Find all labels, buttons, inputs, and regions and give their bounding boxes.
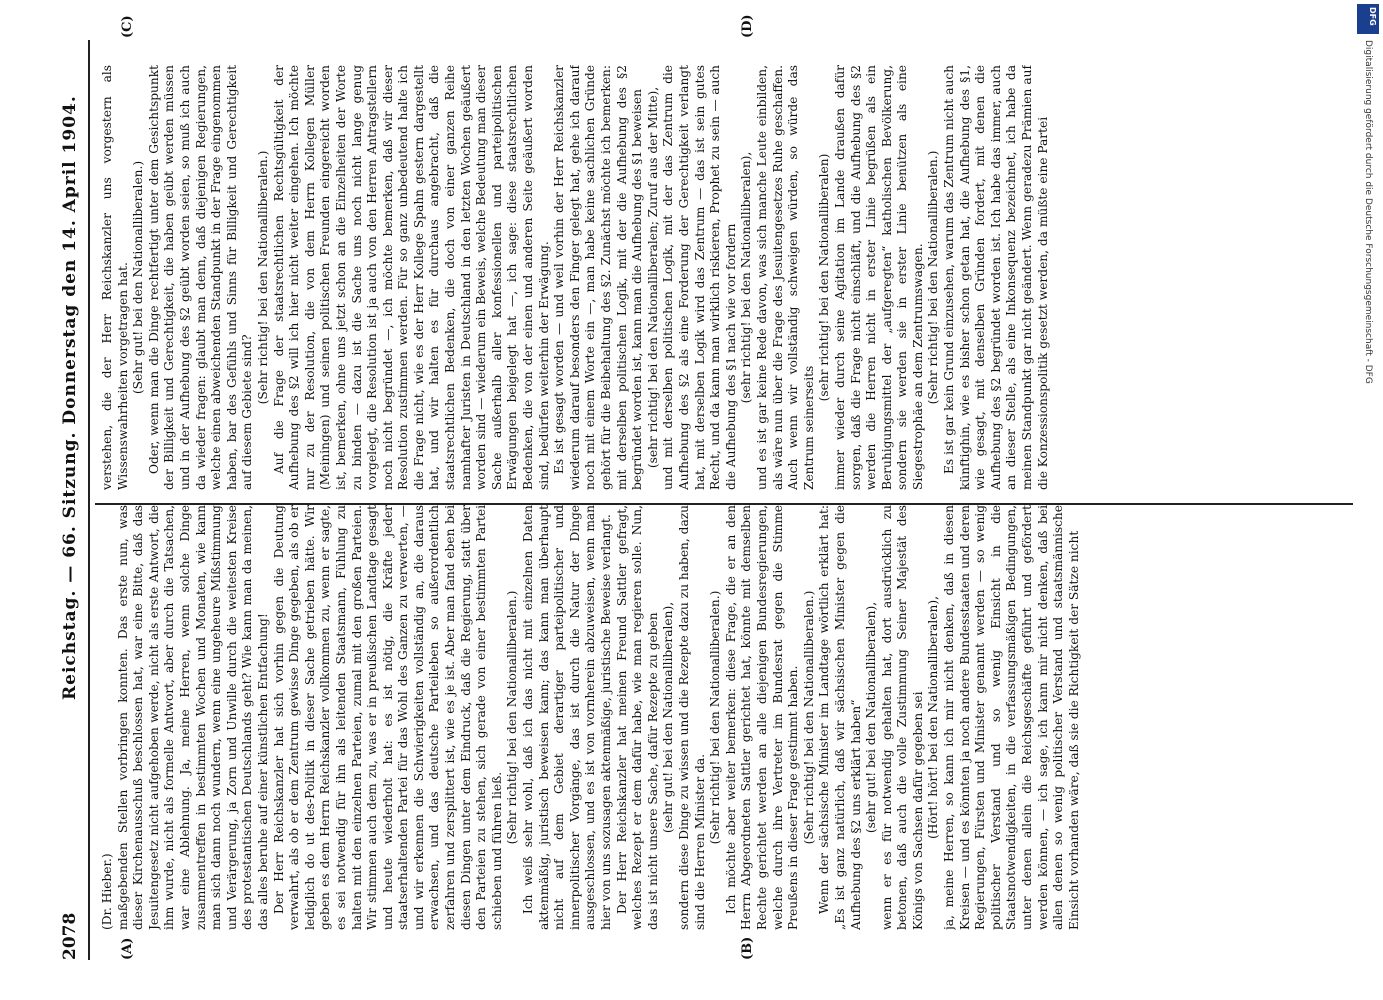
paragraph: Es ist gar kein Grund einzusehen, warum das Zentrum nicht auch künftighin, wie es bisher schon getan hat, die Aufhebung des §1, wie gesagt, mit denselben Gründen fordert, mit denen die Aufhebung des §2 begründet worden ist. Ich habe das immer, auch an dieser Stelle, als eine Inkonsequenz bezeichnet, ich habe da meinen Standpunkt gar nicht geändert. Wenn geradezu Prämien auf die Konzessionspolitik gesetzt werden, da müßte eine Partei <box>942 65 1050 490</box>
digitization-note-text: Digitalisierung gefördert durch die Deutsche Forschungsgemeinschaft - DFG <box>1363 40 1373 384</box>
page-number: 2078 <box>60 912 80 960</box>
speaker-note: (Dr. Hieber.) <box>100 853 114 930</box>
paragraph: sondern diese Dinge zu wissen und die Rezepte dazu zu haben, dazu sind die Herren Minister da. <box>676 505 707 930</box>
margin-mark-c: (C) <box>120 15 135 38</box>
dfg-logo-text: DFG <box>1368 7 1377 26</box>
header-rule <box>88 40 90 960</box>
interjection: (Sehr richtig! bei den Nationalliberalen.) <box>926 150 941 405</box>
interjection: (sehr gut! bei den Nationalliberalen), <box>864 601 879 834</box>
paragraph: immer wieder durch seine Agitation im Lande draußen dafür sorgen, daß die Frage nicht einschläft, und die Aufhebung des §2 werden die Herren nicht in erster Linie begrüßen als ein Beruhigungsmittel der „aufgeregten“ katholischen Bevölkerung, sondern sie werden sie in erster Linie benützen als eine Siegestrophäe an dem Zentrumswagen. <box>832 65 925 490</box>
interjection: (sehr richtig! bei den Nationalliberalen), <box>739 151 754 404</box>
interjection: (sehr richtig! bei den Nationalliberalen; Zuruf aus der Mitte), <box>645 86 660 469</box>
paragraph: Auf die Frage der staatsrechtlichen Rechtsgültigkeit der Aufhebung des §2 will ich hier nicht weiter eingehen. Ich möchte nur zu der Resolution, die von dem Herrn Kollegen Müller (Meiningen) und seinen politischen Freunden eingereicht worden ist, bemerken, ohne uns jetzt schon an die Einzelheiten der Worte zu binden — dazu ist die Sache uns noch nicht lange genug vorgelegt, die Resolution ist ja auch von den Herren Antragstellern noch nicht begründet —, ich möchte bemerken, daß wir dieser Resolution zustimmen werden. Für so ganz unbedeutend halte ich die Frage nicht, wie es der Herr Kollege Spahn gestern dargestellt hat, und wir halten es für durchaus angebracht, daß die staatsrechtlichen Bedenken, die doch von einer ganzen Reihe namhafter Juristen in Deutschland in den letzten Wochen geäußert worden sind — wiederum ein Beweis, welche Bedeutung man dieser Sache außerhalb aller konfessionellen und parteipolitischen Erwägungen beigelegt hat —, ich sage: diese staatsrechtlichen Bedenken, die von der einen und anderen Seite geäußert worden sind, bedürfen weiterhin der Erwägung. <box>271 65 551 490</box>
right-column <box>100 65 1350 490</box>
paragraph: Es ist gesagt worden — und weil vorhin der Herr Reichskanzler wiederum darauf besonders den Finger gelegt hat, gehe ich darauf noch mit einem Worte ein —, man habe keine sachlichen Gründe gehört für die Beibehaltung des §2. Zunächst möchte ich bemerken: mit derselben politischen Logik, mit der die Aufhebung des §2 begründet worden ist, kann man die Aufhebung des §1 beweisen <box>552 65 645 490</box>
paragraph: Wenn der sächsische Minister im Landtage wörtlich erklärt hat: „Es ist ganz natürlich, daß wir sächsischen Minister gegen die Aufhebung des §2 uns erklärt haben“ <box>817 505 863 930</box>
paragraph: Der Herr Reichskanzler hat meinen Freund Sattler gefragt, welches Rezept er dem dafür habe, wie man regieren solle. Nun, das ist nicht unsere Sache, dafür Rezepte zu geben <box>614 505 660 930</box>
paragraph: ja, meine Herren, so kann ich mir nicht denken, daß in diesen Kreisen — und es könnten ja noch andere Bundesstaaten und deren Regierungen, Fürsten und Minister genannt werden — so wenig politischer Verstand und so wenig Einsicht in die Staatsnotwendigkeiten, in die verfassungsmäßigen Bedingungen, unter denen allein die Reichsgeschäfte geführt und gefördert werden können, — ich sage, ich kann mir nicht denken, daß bei allen denen so wenig politischer Verstand und staatsmännische Einsicht vorhanden wäre, daß sie die Richtigkeit der Sätze nicht <box>942 505 1081 930</box>
interjection: (Sehr richtig! bei den Nationalliberalen.) <box>505 590 520 845</box>
left-column <box>100 505 1350 930</box>
paragraph: und es ist gar keine Rede davon, was sich manche Leute einbilden, als wäre nun über die Frage des Jesuitengesetzes Ruhe geschaffen. Auch wenn wir vollständig schweigen würden, so würde das Zentrum seinerseits <box>754 65 816 490</box>
paragraph: wenn er es für notwendig gehalten hat, dort ausdrücklich zu betonen, daß auch die volle Zustimmung Seiner Majestät des Königs von Sachsen dafür gegeben sei <box>879 505 925 930</box>
dfg-logo <box>1357 4 1379 34</box>
paragraph: verstehen, die der Herr Reichskanzler uns vorgestern als Wissenswahrheiten vorgetragen hat. <box>100 65 130 490</box>
interjection: (Hört! hört! bei den Nationalliberalen), <box>926 596 941 839</box>
paragraph: maßgebenden Stellen vorbringen konnten. Das erste nun, was dieser Kirchenausschuß beschlossen hat, war eine Bitte, daß das Jesuitengesetz nicht aufgehoben werde, nicht als erste Antwort, die ihm wurde, nicht als formelle Antwort, aber durch die Tatsachen, war eine Ablehnung. Ja, meine Herren, wenn solche Dinge zusammentreffen in bestimmten Wochen und Monaten, wie kann man sich dann noch wundern, wenn eine ungeheure Mißstimmung und Verärgerung, ja Zorn und Unwille durch die weitesten Kreise des protestantischen Deutschlands geht? Wie kann man da meinen, das alles beruhe auf einer künstlichen Entfachung! <box>115 505 270 930</box>
margin-mark-a: (A) <box>120 937 135 960</box>
paragraph: und mit derselben politischen Logik, mit der das Zentrum die Aufhebung des §2 als eine Forderung der Gerechtigkeit verlangt hat, mit derselben Logik wird das Zentrum — das ist sein gutes Recht, und da kann man wirklich riskieren, Prophet zu sein — auch die Aufhebung des §1 nach wie vor fordern <box>661 65 738 490</box>
running-title: Reichstag. — 66. Sitzung. Donnerstag den 14. April 1904. <box>60 95 80 700</box>
interjection: (Sehr richtig! bei den Nationalliberalen.) <box>801 590 816 845</box>
paragraph: Der Herr Reichskanzler hat sich vorhin gegen die Deutung verwahrt, als ob er dem Zentrum gewisse Dinge gegeben, als ob er lediglich do ut des-Politik in dieser Sache getrieben hätte. Wir geben es dem Herrn Reichskanzler vollkommen zu, wenn er sagte, es sei notwendig für ihn als leitenden Staatsmann, Fühlung zu halten mit den einzelnen Parteien, zumal mit den großen Parteien. Wir stimmen auch dem zu, was er in preußischen Landtage gesagt und heute wiederholt hat: es ist nötig, die Kräfte jeder staatserhaltenden Partei für das Wohl des Ganzen zu verwerten, — und wir erkennen die Schwierigkeiten vollständig an, die daraus erwachsen, und das deutsche Parteileben so außerordentlich zerfahren und zersplittert ist, wie es je ist. Aber man fand eben bei diesen Dingen unter dem Eindruck, daß die Regierung, statt über den Parteien zu stehen, sich gerade von einer bestimmten Partei schieben und führen ließ. <box>271 505 504 930</box>
interjection: (Sehr richtig! bei den Nationalliberalen.) <box>255 150 270 405</box>
interjection: (Sehr gut! bei den Nationalliberalen.) <box>131 160 146 395</box>
interjection: (sehr richtig! bei den Nationalliberalen) <box>817 153 832 402</box>
digitization-note <box>1357 40 1373 640</box>
interjection: (Sehr richtig! bei den Nationalliberalen.) <box>708 590 723 845</box>
paragraph: Ich weiß sehr wohl, daß ich das nicht mit einzelnen Daten aktenmäßig, juristisch beweisen kann; das kann man überhaupt nicht auf dem Gebiet derartiger parteipolitischer und innerpolitischer Vorgänge, das ist durch die Natur der Dinge ausgeschlossen, und es ist von vornherein abzuweisen, wenn man hier von uns sozusagen aktenmäßige, juristische Beweise verlangt. <box>521 505 613 930</box>
margin-mark-b: (B) <box>740 936 755 960</box>
running-header <box>60 0 90 1000</box>
interjection: (sehr gut! bei den Nationalliberalen), <box>661 601 676 834</box>
paragraph: Ich möchte aber weiter bemerken: diese Frage, die er an den Herrn Abgeordneten Sattler gerichtet hat, könnte mit demselben Rechte gerichtet werden an alle diejenigen Bundesregierungen, welche durch ihre Vertreter im Bundesrat gegen die Stimme Preußens in dieser Frage gestimmt haben. <box>723 505 801 930</box>
margin-mark-d: (D) <box>740 14 755 38</box>
paragraph: Oder, wenn man die Dinge rechtfertigt unter dem Gesichtspunkt der Billigkeit und Gerechtigkeit, die haben geübt werden müssen und in der Aufhebung des §2 geübt worden seien, so muß ich auch da wieder fragen: glaubt man denn, daß diejenigen Regierungen, welche einen abweichenden Standpunkt in der Frage eingenommen haben, bar des Gefühls und Sinns für Billigkeit und Gerechtigkeit auf diesem Gebiete sind? <box>146 65 255 490</box>
